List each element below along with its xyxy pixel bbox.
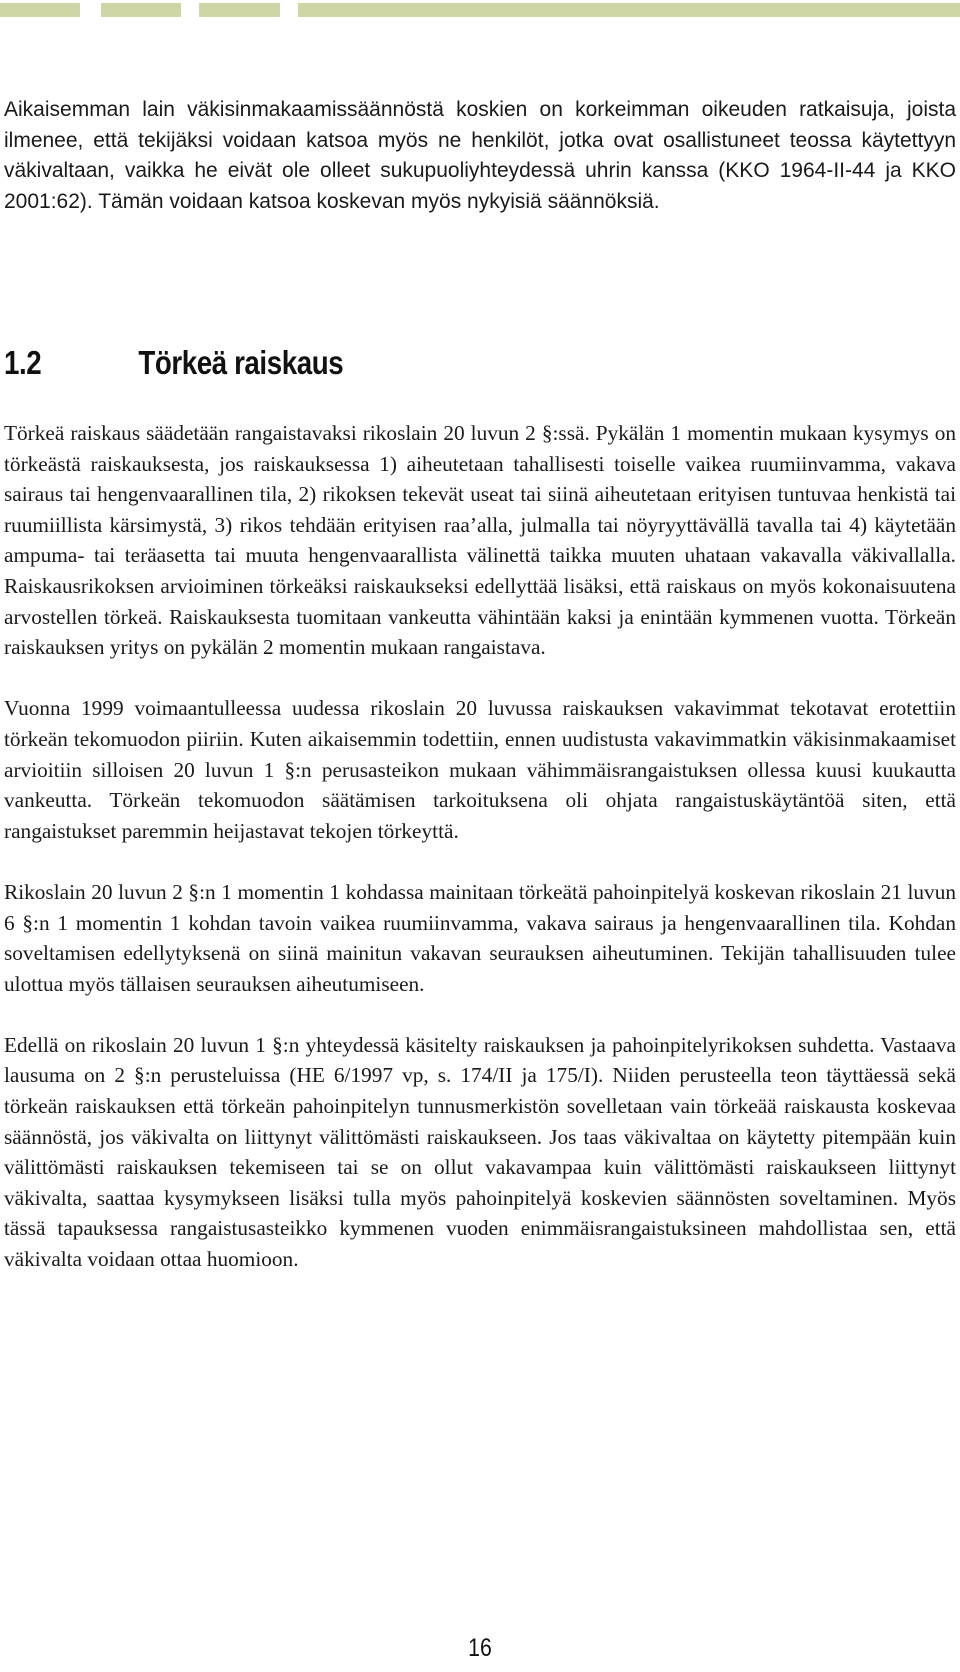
header-bar xyxy=(0,3,80,17)
intro-block xyxy=(4,95,956,217)
section-body xyxy=(4,418,956,1305)
section-heading xyxy=(4,344,343,382)
intro-paragraph: Aikaisemman lain väkisinmakaamissäännöstä koskien on korkeimman oikeuden ratkaisuja, joista ilmenee, että tekijäksi voidaan katsoa myös ne henkilöt, jotka ovat osallistuneet teossa käytettyyn väkivaltaan, vaikka he eivät ole olleet sukupuoliyhteydessä uhrin kanssa (KKO 1964-II-44 ja KKO 2001:62). Tämän voidaan katsoa koskevan myös nykyisiä säännöksiä. xyxy=(4,98,956,213)
body-paragraph: Vuonna 1999 voimaantulleessa uudessa rikoslain 20 luvussa raiskauksen vakavimmat tekotavat erotettiin törkeän tekomuodon piiriin. Kuten aikaisemmin todettiin, ennen uudistusta vakavimmatkin väkisinmakaamiset arvioitiin silloisen 20 luvun 1 §:n perusasteikon mukaan vähimmäisrangaistuksen ollessa kuusi kuukautta vankeutta. Törkeän tekomuodon säätämisen tarkoituksena oli ohjata rangaistuskäytäntöä siten, että rangaistukset paremmin heijastavat tekojen törkeyttä. xyxy=(4,696,956,843)
header-bar xyxy=(101,3,181,17)
header-decoration-bars xyxy=(0,3,960,17)
page-number: 16 xyxy=(468,1634,492,1662)
header-bar xyxy=(199,3,280,17)
header-bar xyxy=(298,3,960,17)
body-paragraph: Törkeä raiskaus säädetään rangaistavaksi rikoslain 20 luvun 2 §:ssä. Pykälän 1 momentin mukaan kysymys on törkeästä raiskauksesta, jos raiskauksessa 1) aiheutetaan tahallisesti toiselle vaikea ruumiinvamma, vakava sairaus tai hengenvaarallinen tila, 2) rikoksen tekevät useat tai siinä aiheutetaan erityisen tuntuvaa henkistä tai ruumiillista kärsimystä, 3) rikos tehdään erityisen raa’alla, julmalla tai nöyryyttävällä tavalla tai 4) käytetään ampuma- tai teräasetta tai muuta hengenvaarallista välinettä taikka muuten uhataan vakavalla väkivallalla. Raiskausrikoksen arvioiminen törkeäksi raiskaukseksi edellyttää lisäksi, että raiskaus on myös kokonaisuutena arvostellen törkeä. Raiskauksesta tuomitaan vankeutta vähintään kaksi ja enintään kymmenen vuotta. Törkeän raiskauksen yritys on pykälän 2 momentin mukaan rangaistava. xyxy=(4,421,956,660)
body-paragraph: Edellä on rikoslain 20 luvun 1 §:n yhteydessä käsitelty raiskauksen ja pahoinpitelyrikoksen suhdetta. Vastaava lausuma on 2 §:n perusteluissa (HE 6/1997 vp, s. 174/II ja 175/I). Niiden perusteella teon täyttäessä sekä törkeän raiskauksen että törkeän pahoinpitelyn tunnusmerkistön sovelletaan vain törkeää raiskausta koskevaa säännöstä, jos väkivalta on liittynyt välittömästi raiskaukseen. Jos taas väkivaltaa on käytetty pitempään kuin välittömästi raiskauksen tekemiseen tai se on ollut vakavampaa kuin välittömästi raiskaukseen liittynyt väkivalta, saattaa kysymykseen lisäksi tulla myös pahoinpitelyä koskevien säännösten soveltaminen. Myös tässä tapauksessa rangaistusasteikko kymmenen vuoden enimmäisrangaistuksineen mahdollistaa sen, että väkivalta voidaan ottaa huomioon. xyxy=(4,1032,956,1272)
body-paragraph: Rikoslain 20 luvun 2 §:n 1 momentin 1 kohdassa mainitaan törkeätä pahoinpitelyä koskevan rikoslain 21 luvun 6 §:n 1 momentin 1 kohdan tavoin vaikea ruumiinvamma, vakava sairaus ja hengenvaarallinen tila. Kohdan soveltamisen edellytyksenä on siinä mainitun vakavan seurauksen aiheutuminen. Tekijän tahallisuuden tulee ulottua myös tällaisen seurauksen aiheutumiseen. xyxy=(4,879,956,996)
section-number: 1.2 xyxy=(4,344,42,381)
section-title: Törkeä raiskaus xyxy=(138,344,344,381)
